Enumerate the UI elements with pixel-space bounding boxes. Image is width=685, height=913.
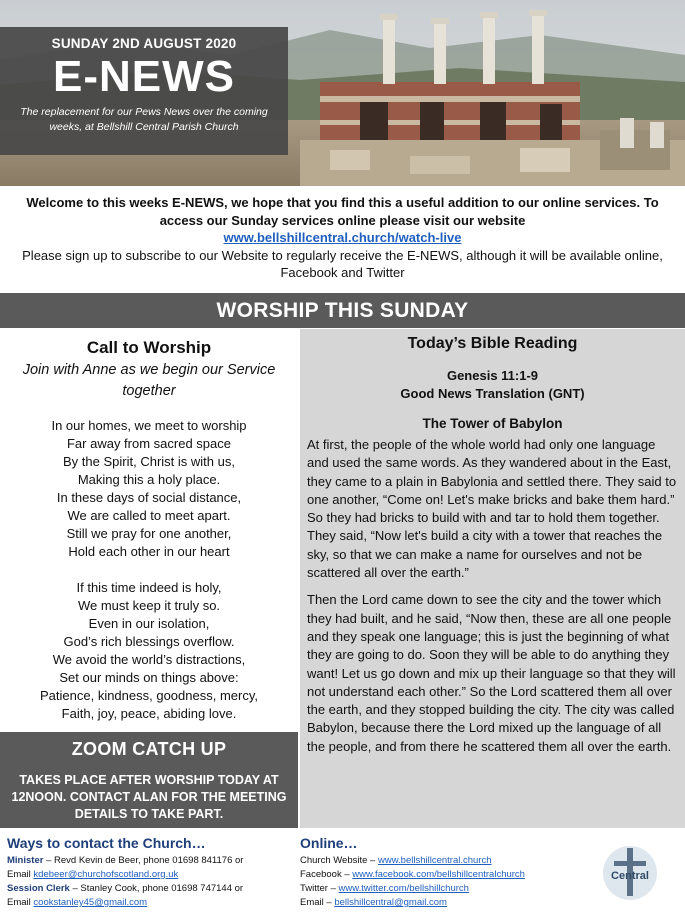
zoom-catch-up-box — [0, 732, 298, 828]
contact-section — [7, 834, 292, 910]
twitter-label: Twitter – — [300, 883, 339, 894]
facebook-line — [300, 868, 590, 882]
welcome-section — [8, 194, 677, 282]
welcome-intro: Welcome to this weeks E-NEWS, we hope that you find this a useful addition to our online services. To access our Sunday services online please visit our website — [26, 195, 659, 228]
church-email-link[interactable]: bellshillcentral@gmail.com — [334, 897, 447, 908]
poem-line: We avoid the world’s distractions, — [52, 652, 246, 667]
subscribe-note: Please sign up to subscribe to our Website to regularly receive the E-NEWS, although it will be available online, Facebook and Twitter — [22, 247, 663, 280]
minister-details: – Revd Kevin de Beer, phone 01698 841176 or — [43, 855, 244, 866]
poem-line: We are called to meet apart. — [67, 508, 231, 523]
poem-line: Making this a holy place. — [77, 472, 221, 487]
stanza-break — [0, 561, 298, 579]
poem-line: Far away from sacred space — [66, 436, 231, 451]
online-title: Online… — [300, 835, 358, 851]
reading-paragraph: Then the Lord came down to see the city and the tower which they had built, and he said, “Now then, these are all one people and they speak one language; this is just the beginning of what they are going to do. Soon they will be able to do anything they want! Let us go down and mix up their language so that they will not understand each other.” So the Lord scattered them all over the earth, and they stopped building the city. The city was called Babylon, because there the Lord mixed up the language of all the people, and from there he scattered them all over the earth. — [307, 592, 676, 754]
website-link[interactable]: www.bellshillcentral.church — [377, 855, 492, 866]
twitter-line — [300, 882, 590, 896]
worship-banner: WORSHIP THIS SUNDAY — [0, 293, 685, 328]
poem-line: We must keep it truly so. — [77, 598, 221, 613]
poem-line: Hold each other in our heart — [68, 544, 230, 559]
minister-email-prefix: Email — [7, 869, 34, 880]
watch-live-link[interactable]: www.bellshillcentral.church/watch-live — [223, 230, 462, 245]
issue-date: SUNDAY 2ND AUGUST 2020 — [51, 36, 237, 51]
facebook-link[interactable]: www.facebook.com/bellshillcentralchurch — [352, 869, 525, 880]
minister-email-link[interactable]: kdebeer@churchofscotland.org.uk — [33, 869, 179, 880]
clerk-email-link[interactable]: cookstanley45@gmail.com — [33, 897, 148, 908]
email-label: Email – — [300, 897, 335, 908]
poem-line: God’s rich blessings overflow. — [63, 634, 235, 649]
bible-translation: Good News Translation (GNT) — [400, 386, 585, 401]
scripture-passage: Genesis 11:1-9 — [446, 368, 539, 383]
title-box — [0, 27, 288, 155]
scripture-reference — [300, 367, 685, 403]
bible-reading-section — [300, 329, 685, 828]
call-to-worship-subtitle: Join with Anne as we begin our Service together — [22, 362, 276, 399]
poem-line: Still we pray for one another, — [66, 526, 232, 541]
minister-line — [7, 854, 292, 868]
worship-poem — [0, 417, 298, 723]
twitter-link[interactable]: www.twitter.com/bellshillchurch — [338, 883, 469, 894]
poem-line: By the Spirit, Christ is with us, — [63, 454, 235, 469]
bible-reading-title: Today’s Bible Reading — [407, 335, 578, 352]
zoom-title: ZOOM CATCH UP — [71, 739, 227, 759]
newsletter-subtitle: The replacement for our Pews News over the coming weeks, at Bellshill Central Parish Church — [20, 106, 268, 133]
poem-line: Faith, joy, peace, abiding love. — [61, 706, 237, 721]
website-label: Church Website – — [300, 855, 378, 866]
clerk-label: Session Clerk — [7, 883, 70, 894]
clerk-line — [7, 882, 292, 896]
email-line — [300, 896, 590, 910]
poem-line: Set our minds on things above: — [59, 670, 239, 685]
footer — [0, 830, 685, 913]
website-line — [300, 854, 590, 868]
church-logo — [600, 843, 660, 903]
zoom-details: TAKES PLACE AFTER WORSHIP TODAY AT 12NOON. CONTACT ALAN FOR THE MEETING DETAILS TO TAKE PART. — [11, 773, 287, 821]
clerk-email-line — [7, 896, 292, 910]
facebook-label: Facebook – — [300, 869, 353, 880]
call-to-worship-section — [0, 329, 298, 731]
passage-heading: The Tower of Babylon — [422, 416, 563, 431]
header — [0, 0, 685, 186]
contact-title: Ways to contact the Church… — [7, 835, 206, 851]
newsletter-title: E-NEWS — [53, 52, 235, 101]
poem-line: In these days of social distance, — [56, 490, 242, 505]
call-to-worship-title: Call to Worship — [86, 338, 212, 357]
minister-email-line — [7, 868, 292, 882]
minister-label: Minister — [7, 855, 44, 866]
poem-line: If this time indeed is holy, — [76, 580, 222, 595]
poem-line: In our homes, we meet to worship — [51, 418, 247, 433]
online-section — [300, 834, 590, 910]
clerk-email-prefix: Email — [7, 897, 34, 908]
reading-paragraph: At first, the people of the whole world had only one language and used the same words. As they wandered about in the East, they came to a plain in Babylonia and settled there. They said to one another, “Come on! Let's make bricks and bake them hard.” So they had bricks to build with and tar to hold them together. They said, “Now let's build a city with a tower that reaches the sky, so that we can make a name for ourselves and not be scattered all over the earth.” — [307, 437, 677, 581]
logo-text: Central — [611, 870, 649, 882]
poem-line: Patience, kindness, goodness, mercy, — [40, 688, 258, 703]
clerk-details: – Stanley Cook, phone 01698 747144 or — [69, 883, 244, 894]
poem-line: Even in our isolation, — [88, 616, 210, 631]
